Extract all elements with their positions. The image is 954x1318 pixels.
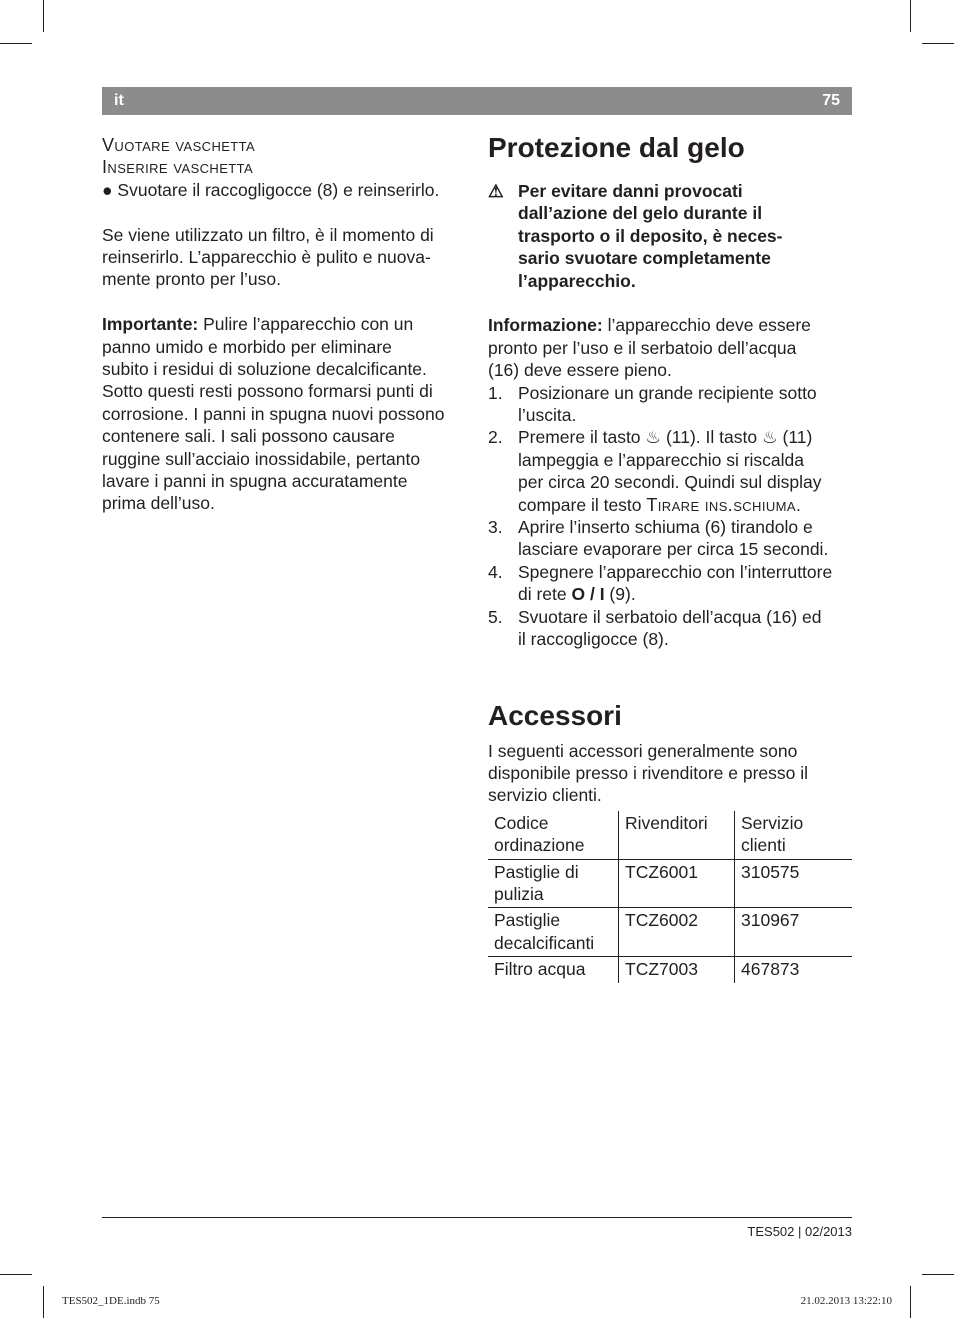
info-paragraph: Informazione: l’apparecchio deve essere pronto per l’uso e il serbatoio dell’acqua (16) deve essere pieno.: [488, 315, 811, 381]
crop-mark: [0, 1274, 32, 1275]
accessories-title: Accessori: [488, 699, 622, 731]
info-label: Informazione:: [488, 315, 603, 336]
print-slug-timestamp: 21.02.2013 13:22:10: [800, 1295, 892, 1307]
list-item: 2. Premere il tasto ♨ (11). Il tasto ♨ (11) lampeggia e l’apparecchio si riscalda per circa 20 secondi. Quindi sul display compare il testo Tirare ins.schiuma.: [488, 427, 822, 515]
table-row: [488, 859, 852, 908]
warning-triangle-icon: ⚠: [488, 181, 504, 201]
crop-mark: [910, 1286, 911, 1318]
page-number: 75: [822, 92, 840, 109]
frost-protection-title: Protezione dal gelo: [488, 132, 745, 163]
accessories-intro: I seguenti accessori generalmente sono disponibile presso i rivenditore e presso il servizio clienti.: [488, 740, 809, 806]
print-slug-file: TES502_1DE.indb 75: [62, 1295, 160, 1307]
frost-steps-list: [488, 382, 854, 651]
table-cell: 310967: [735, 908, 853, 957]
table-cell: Pastiglie decalcificanti: [488, 908, 619, 957]
steam-icon: ♨: [645, 427, 662, 448]
table-header-cell: Rivenditori: [619, 811, 735, 859]
crop-mark: [910, 0, 911, 32]
list-item: 3. Aprire l’inserto schiuma (6) tirandolo e lasciare evaporare per circa 15 secondi.: [488, 517, 829, 560]
display-text: Tirare ins.schiuma: [646, 494, 796, 515]
crop-mark: [922, 43, 954, 44]
steam-icon: ♨: [761, 427, 778, 448]
table-header-row: [488, 811, 852, 859]
filter-paragraph: Se viene utilizzato un filtro, è il momento di reinserirlo. L’apparecchio è pulito e nuova- mente pronto per l’uso.: [102, 224, 434, 290]
right-column: [488, 126, 854, 983]
crop-mark: [43, 0, 44, 32]
table-cell: 467873: [735, 957, 853, 983]
table-cell: TCZ7003: [619, 957, 735, 983]
crop-mark: [922, 1274, 954, 1275]
page-header-bar: [102, 87, 852, 115]
frost-warning: ⚠ Per evitare danni provocati dall’azione del gelo durante il trasporto o il deposito, è neces- sario svuotare completamente l’apparecchio.: [488, 181, 783, 291]
left-column: [102, 134, 468, 515]
table-header-cell: Servizio clienti: [735, 811, 853, 859]
table-row: [488, 908, 852, 957]
section-heading-insert: Inserire vaschetta: [102, 157, 254, 178]
language-code: it: [114, 92, 124, 109]
accessories-table: [488, 811, 852, 983]
table-header-cell: Codice ordinazione: [494, 812, 585, 856]
table-cell: TCZ6001: [619, 859, 735, 908]
footer-rule: [102, 1217, 852, 1218]
table-cell: TCZ6002: [619, 908, 735, 957]
bullet-item: ● Svuotare il raccogligocce (8) e reinserirlo.: [102, 179, 440, 200]
important-label: Importante:: [102, 314, 199, 335]
list-item: 1. Posizionare un grande recipiente sotto l’uscita.: [488, 382, 817, 426]
list-item: 5. Svuotare il serbatoio dell’acqua (16) ed il raccogligocce (8).: [488, 606, 822, 650]
table-cell: Pastiglie di pulizia: [488, 859, 619, 908]
important-paragraph: Importante: Pulire l’apparecchio con un panno umido e morbido per eliminare subito i residui di soluzione decalcificante. Sotto questi resti possono formarsi punti di corrosione. I panni in spugna nuovi possono contenere sali. I sali possono causare ruggine sull’acciaio inossidabile, pertanto lavare i panni in spugna accuratamente prima dell’uso.: [102, 314, 445, 514]
power-switch-symbol: O / I: [571, 584, 605, 605]
section-heading-empty: Vuotare vaschetta: [102, 135, 256, 155]
crop-mark: [0, 43, 32, 44]
table-cell: 310575: [735, 859, 853, 908]
crop-mark: [43, 1286, 44, 1318]
list-item: 4. Spegnere l’apparecchio con l’interruttore di rete O / I (9).: [488, 561, 833, 605]
table-row: [488, 957, 852, 983]
footer-model-date: TES502 | 02/2013: [747, 1224, 852, 1239]
table-cell: Filtro acqua: [488, 957, 619, 983]
